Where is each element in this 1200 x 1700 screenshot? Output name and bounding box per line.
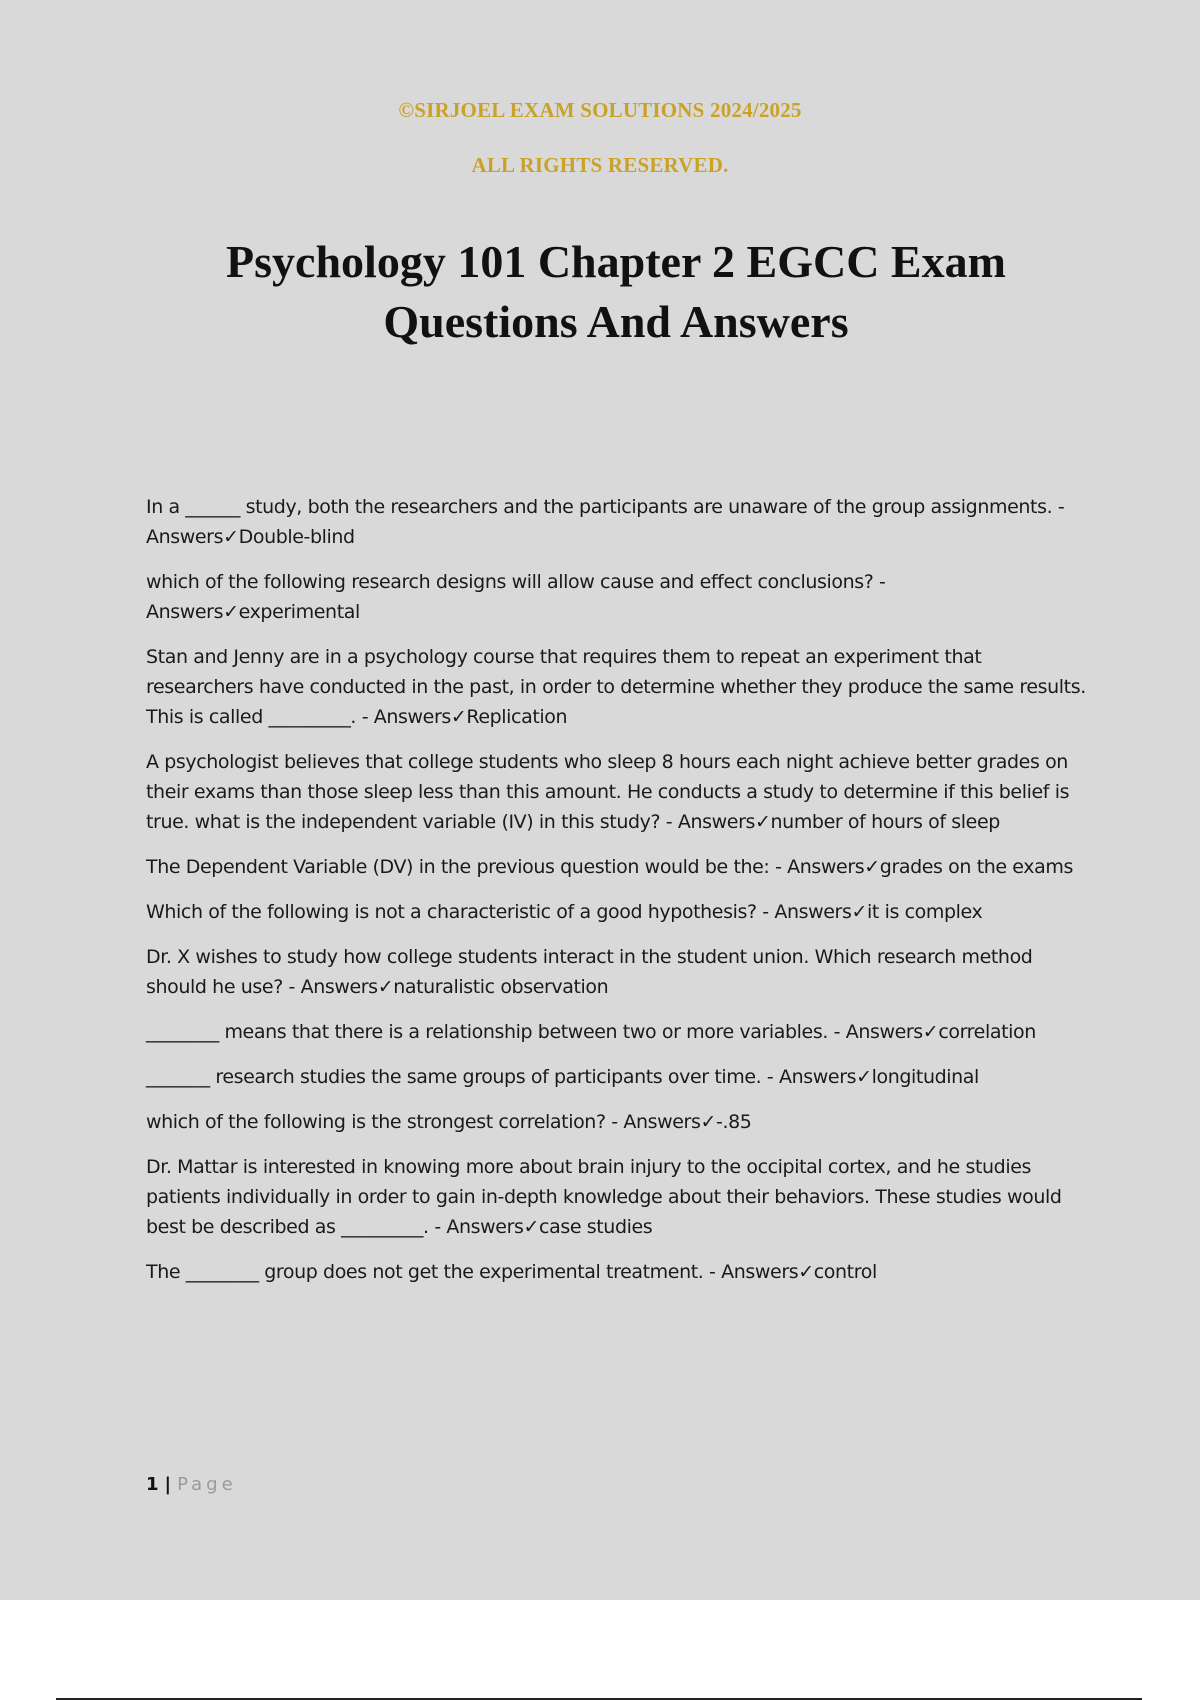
checkmark-icon: ✓ <box>223 601 239 623</box>
question-text: _______ research studies the same groups of participants over time. - Answers <box>146 1066 857 1088</box>
answer-text: control <box>813 1261 877 1283</box>
answer-text: Double-blind <box>238 526 355 548</box>
qa-item <box>146 492 1086 552</box>
copyright-header: ©SIRJOEL EXAM SOLUTIONS 2024/2025 <box>398 98 802 122</box>
qa-item <box>146 897 1086 927</box>
checkmark-icon: ✓ <box>377 976 394 998</box>
answer-text: experimental <box>238 601 360 623</box>
answer-text: number of hours of sleep <box>770 811 1000 833</box>
page-label: Page <box>177 1474 237 1495</box>
answer-text: Replication <box>466 706 568 728</box>
qa-item <box>146 942 1086 1002</box>
answer-text: case studies <box>539 1216 653 1238</box>
qa-item <box>146 852 1086 882</box>
checkmark-icon: ✓ <box>851 901 867 923</box>
checkmark-icon: ✓ <box>523 1216 540 1238</box>
checkmark-icon: ✓ <box>700 1111 716 1133</box>
qa-item <box>146 1257 1086 1287</box>
answer-text: -.85 <box>715 1111 752 1133</box>
qa-item <box>146 1062 1086 1092</box>
checkmark-icon: ✓ <box>450 706 467 728</box>
question-text: Dr. X wishes to study how college students interact in the student union. Which research method should he use? - Answers <box>146 946 1033 998</box>
question-text: which of the following is the strongest correlation? - Answers <box>146 1111 701 1133</box>
question-text: Stan and Jenny are in a psychology course that requires them to repeat an experiment that researchers have conducted in the past, in order to determine whether they produce the same results. This is called _________. - Answers <box>146 646 1086 728</box>
question-text: The ________ group does not get the experimental treatment. - Answers <box>146 1261 799 1283</box>
title-line-2: Questions And Answers <box>383 296 849 347</box>
answer-text: correlation <box>938 1021 1036 1043</box>
qa-item <box>146 1107 1086 1137</box>
footer-separator: | <box>164 1474 172 1495</box>
question-text: A psychologist believes that college students who sleep 8 hours each night achieve better grades on their exams than those sleep less than this amount. He conducts a study to determine if this belief is true. what is the independent variable (IV) in this study? - Answers <box>146 751 1070 833</box>
question-text: Which of the following is not a characteristic of a good hypothesis? - Answers <box>146 901 852 923</box>
checkmark-icon: ✓ <box>922 1021 939 1043</box>
page-footer <box>146 1474 237 1495</box>
question-text: In a ______ study, both the researchers and the participants are unaware of the group assignments. - Answers <box>146 496 1065 548</box>
qa-item <box>146 1152 1086 1242</box>
rights-header: ALL RIGHTS RESERVED. <box>471 153 729 177</box>
qa-item <box>146 747 1086 837</box>
answer-text: longitudinal <box>871 1066 979 1088</box>
question-text: ________ means that there is a relationship between two or more variables. - Answers <box>146 1021 923 1043</box>
qa-item <box>146 1017 1086 1047</box>
answer-text: naturalistic observation <box>393 976 609 998</box>
checkmark-icon: ✓ <box>223 526 239 548</box>
page-number: 1 <box>146 1474 159 1495</box>
answer-text: grades on the exams <box>879 856 1073 878</box>
qa-item <box>146 642 1086 732</box>
question-text: Dr. Mattar is interested in knowing more about brain injury to the occipital cortex, and he studies patients individually in order to gain in-depth knowledge about their behaviors. These studies would best be described as _________. - Answers <box>146 1156 1062 1238</box>
checkmark-icon: ✓ <box>798 1261 814 1283</box>
title-line-1: Psychology 101 Chapter 2 EGCC Exam <box>226 236 1006 287</box>
answer-text: it is complex <box>867 901 983 923</box>
question-text: which of the following research designs will allow cause and effect conclusions? - Answers <box>146 571 886 623</box>
checkmark-icon: ✓ <box>755 811 771 833</box>
qa-item <box>146 567 1086 627</box>
document-title <box>160 232 1072 352</box>
qa-list <box>146 492 1086 1302</box>
question-text: The Dependent Variable (DV) in the previous question would be the: - Answers <box>146 856 865 878</box>
checkmark-icon: ✓ <box>864 856 880 878</box>
checkmark-icon: ✓ <box>856 1066 872 1088</box>
